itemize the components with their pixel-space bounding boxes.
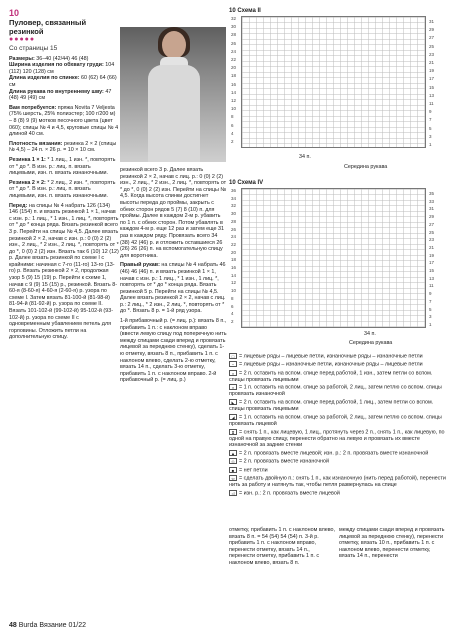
- schema-iv-label: 10 Схема IV: [229, 180, 264, 186]
- row-number: 27: [429, 35, 435, 41]
- row-number: 4: [231, 311, 234, 317]
- schema-ii-center: Середина рукава: [344, 164, 388, 170]
- row-number: 18: [231, 257, 237, 263]
- row-number: 25: [429, 229, 435, 235]
- legend-row: [229, 414, 447, 428]
- row-number: 23: [429, 237, 435, 243]
- rib-2x2: [9, 180, 119, 200]
- spec-text: 36–40 (42/44) 46 (48): [34, 55, 89, 62]
- legend-symbol: ▲: [229, 450, 237, 456]
- legend-symbol: ⧗: [229, 429, 237, 435]
- bottom-text-left: отметку, прибавить 1 п. с наклоном влево, вязать 8 п. = 54 (54) 54 (54) п. 3-й р. прибавить 1 п. с наклоном вправо, перенести отметку, вязать 14 п., перенести отметку, прибавить 1 п. с наклоном влево, вязать 8 п.: [229, 527, 336, 566]
- model-photo: [120, 27, 226, 162]
- pattern-number: 10: [9, 8, 20, 18]
- spec-text: 60 (62) 64 (66) см: [9, 75, 117, 89]
- left-column: [9, 8, 119, 341]
- legend-row: [229, 467, 447, 474]
- schema-ii-label: 10 Схема II: [229, 8, 261, 14]
- sleeve-instructions: [120, 262, 227, 315]
- schema-iv-center: Середина рукава: [349, 340, 393, 346]
- legend-row: [229, 475, 447, 489]
- row-number: 32: [231, 203, 237, 209]
- row-number: 33: [429, 198, 435, 204]
- increase-text: 1-й прибавочный р. (= лиц. р.): вязать 8 п., прибавить 1 п.: с наклоном вправо (ввести левую спицу под поперечную нить между спицами сзади вперед и провязать лицевой за переднюю стенку), сделать 1-ю отметку, вязать 8 п., прибавить 1 п. с наклоном влево, сделать 2-ю отметку, вязать 14 п., сделать 3-ю отметку, прибавить 1 п. с наклоном вправо. 2-й прибавочный р. (= лиц. р.): [120, 318, 227, 384]
- front-label: Перед:: [9, 202, 28, 209]
- row-number: 2: [231, 139, 234, 144]
- rib2-label: Резинка 2 × 2:: [9, 179, 46, 186]
- legend-symbol: ◇: [229, 458, 237, 464]
- materials-text: пряжа Novita 7 Veljesta (75% шерсть, 25% полиэстер; 100 г/200 м) – 8 (8) 9 (9) мотков песочного цвета (цвет 060); спицы № 4 и 4,5, круговые спицы № 4 длиной 40 см.: [9, 104, 119, 138]
- density-text: резинка 2 × 2 (спицы № 4,5) – 24 п. × 26 р. = 10 × 10 см.: [9, 140, 117, 154]
- row-number: 27: [429, 221, 435, 227]
- row-number: 13: [429, 92, 435, 98]
- row-number: 6: [231, 303, 234, 309]
- legend-symbol: ◁: [229, 490, 237, 496]
- legend-row: [229, 370, 447, 384]
- row-number: 35: [429, 191, 435, 196]
- row-number: 30: [231, 211, 237, 217]
- row-number: 1: [429, 321, 432, 327]
- row-number: 24: [231, 234, 237, 240]
- page-footer: [9, 622, 86, 631]
- row-number: 10: [231, 288, 237, 294]
- photo-head: [162, 31, 186, 59]
- row-number: 29: [429, 214, 435, 220]
- row-number: 3: [429, 133, 432, 139]
- row-number: 3: [429, 314, 432, 320]
- row-number: 8: [231, 295, 234, 301]
- materials-label: Вам потребуется:: [9, 104, 57, 111]
- legend-text: = нет петли: [239, 467, 268, 473]
- legend-symbol: ×: [229, 370, 237, 376]
- row-number: 28: [231, 218, 237, 224]
- magazine-brand: Burda Вязание: [18, 622, 67, 629]
- row-number: 8: [231, 114, 234, 120]
- row-number: 17: [429, 260, 435, 266]
- row-number: 24: [231, 48, 237, 54]
- row-number: 25: [429, 43, 435, 49]
- legend-symbol: ■: [229, 467, 237, 473]
- legend-row: [229, 399, 447, 413]
- legend-row: [229, 353, 447, 360]
- rib2-text: * 2 лиц., 2 изн. *, повторять от * до *. В изн. р.: лиц. п. вязать лицевыми, изн. п. вязать изнаночными.: [9, 179, 116, 199]
- row-number: 19: [429, 68, 435, 74]
- row-number: 28: [231, 32, 237, 38]
- back-text: резинкой всего 3 р. Далее вязать резинкой 2 × 2, начав с лиц. р.: 0 (0) 2 (2) изн., 2 лиц., * 2 изн., 2 лиц. *, повторять от * до *, 0 (0) 2 (2) изн. Перейти на спицы № 4,5. Когда высота спинки достигнет высоты переда до проймы, закрыть с обеих сторон рядов 5 (7) 8 (10) п. для проймы. Далее в каждом 2-м р. убавить по 1 п. с обеих сторон. Потом убавлять в каждом 4-м р. еще 12 раз и затем еще 31 раз в каждом ряду. Провязать всего 34 (38) 42 (46) р. и отложить оставшиеся 26 (26) 26 (26) п. на вспомогательную спицу для воротника.: [120, 167, 227, 259]
- bottom-text-right: между спицами сзади вперед и провязать лицевой за переднюю стенку), перенести отметку, вязать 10 п., прибавить 1 п. с наклоном влево, перенести отметку, вязать 14 п., перенести: [339, 527, 445, 560]
- row-number: 11: [429, 283, 434, 289]
- row-number: 12: [231, 98, 237, 103]
- row-number: 15: [429, 84, 435, 90]
- legend-text: = сделать двойную п.: снять 1 п., как изнаночную (нить перед работой), перенести нить за работу и натянуть так, чтобы петля развернулась на спице: [229, 475, 446, 488]
- row-number: 23: [429, 51, 435, 57]
- schema-iv-width: 34 п.: [364, 331, 376, 337]
- legend-row: [229, 490, 447, 497]
- row-number: 36: [231, 188, 237, 193]
- spec-text: 104 (112) 120 (128) см: [9, 62, 115, 75]
- rib1-label: Резинка 1 × 1:: [9, 156, 46, 163]
- row-number: 9: [429, 109, 432, 115]
- spec-label: Размеры:: [9, 55, 35, 62]
- row-number: 32: [231, 16, 237, 21]
- schema-iv: [229, 180, 447, 348]
- row-number: 10: [231, 106, 237, 112]
- legend-symbol: ⇦: [229, 475, 237, 481]
- row-number: 29: [429, 27, 435, 33]
- row-number: 6: [231, 122, 234, 128]
- rib-1x1: [9, 157, 119, 177]
- legend-row: [229, 384, 447, 398]
- row-number: 20: [231, 65, 237, 71]
- legend-symbol: −: [229, 361, 237, 367]
- sleeve-text: на спицы № 4 набрать 46 (46) 46 (46) п. и вязать резинкой 1 × 1, начав с изн. р.: 1 лиц., * 1 изн., 1 лиц. *, повторять от * до * конца ряда. Вязать резинкой 5 р. Перейти на спицы № 4,5. Далее вязать резинкой 2 × 2, начав с лиц. р.: 2 лиц., * 2 изн., 2 лиц. *, повторять от * до *. Вязать 8 р. = 1-й ряд узора.: [120, 262, 226, 315]
- row-number: 34: [231, 195, 237, 201]
- legend-text: = 2 п. оставить на вспом. спице перед работой, 1 изн., затем петли со вспом. спицы провязать лицевыми: [229, 370, 433, 383]
- row-number: 5: [429, 125, 432, 131]
- row-number: 31: [429, 19, 435, 24]
- row-number: 15: [429, 268, 435, 273]
- legend-text: = 2 п. провязать вместе лицевой; изн. р.: 2 п. провязать вместе изнаночной: [239, 450, 429, 457]
- legend-text: = 2 п. провязать вместе изнаночной: [239, 458, 330, 465]
- row-number: 2: [231, 318, 234, 324]
- legend-text: = лицевые ряды – изнаночные петли, изнаночные ряды – лицевые петли: [239, 361, 423, 368]
- from-page-link[interactable]: Со страницы 15: [9, 44, 58, 52]
- row-number: 22: [231, 241, 237, 247]
- schema-ii-width: 34 п.: [299, 154, 311, 160]
- difficulty-dots: ●●●●●: [9, 36, 36, 44]
- row-number: 11: [429, 101, 434, 106]
- legend-text: = 2 п. оставить на вспом. спице перед работой, 1 лиц., затем петли со вспом. спицы провязать лицевыми: [229, 399, 434, 413]
- legend-text: = снять 1 п., как лицевую, 1 лиц., протянуть через 2 п., снять 1 п., как лицевую, по одной на правую спицу, перенести обратно на левую и провязать их вместе изнаночной за задние стенки: [229, 429, 445, 449]
- schema-iv-grid: [241, 188, 426, 328]
- symbol-legend: [229, 352, 447, 497]
- row-number: 20: [231, 249, 237, 255]
- front-instructions: [9, 203, 119, 341]
- density-label: Плотность вязания:: [9, 140, 63, 147]
- row-number: 14: [231, 89, 237, 95]
- row-number: 16: [231, 265, 237, 270]
- specs-block: [9, 56, 119, 102]
- row-number: 1: [429, 142, 432, 147]
- legend-row: [229, 361, 447, 368]
- row-number: 26: [231, 40, 237, 46]
- page-title: Пуловер, связанный резинкой: [9, 17, 87, 36]
- row-number: 4: [231, 130, 234, 136]
- row-number: 26: [231, 226, 237, 232]
- row-number: 17: [429, 76, 435, 82]
- spec-label: Длина рукава по внутреннему шву:: [9, 88, 104, 95]
- legend-text: = лицевые ряды – лицевые петли, изнаночные ряды – изнаночные петли: [239, 353, 423, 360]
- row-number: 19: [429, 252, 435, 258]
- materials: [9, 105, 119, 138]
- spec-text: 47 (48) 49 (49) см: [9, 88, 112, 102]
- row-number: 16: [231, 81, 237, 87]
- spec-label: Ширина изделия по обхвату груди:: [9, 62, 104, 69]
- legend-text: = 1 п. оставить на вспом. спице за работой, 2 лиц., затем петлю со вспом. спицы провязать изнаночной: [229, 384, 442, 398]
- sleeve-label: Правый рукав:: [120, 262, 160, 269]
- row-number: 14: [231, 272, 237, 278]
- row-number: 22: [231, 57, 237, 62]
- row-number: 13: [429, 275, 435, 281]
- row-number: 5: [429, 306, 432, 312]
- row-number: 21: [429, 244, 435, 250]
- row-number: 31: [429, 206, 435, 212]
- legend-symbol: ◣: [229, 399, 237, 405]
- row-number: 18: [231, 73, 237, 79]
- front-text: на спицы № 4 набрать 126 (134) 146 (154) п. и вязать резинкой 1 × 1, начав с изн. р.: 1 лиц., * 1 изн., 1 лиц. *, повторять от * до * конца ряда. Вязать резинкой всего 3 р. Перейти на спицы № 4,5. Далее вязать резинкой 2 × 2, начав с изн. р.: 0 (0) 2 (2) изн., 2 лиц., * 2 изн., 2 лиц. *, повторять от * до *, 0 (0) 2 (2) изн. Вязать так 6 (10) 12 (12) р. Далее вязать резинкой по схеме I с крайними: начиная с 7-го (11-го) 13-го (13-го) р. Вязать резинкой 2 × 2, продолжая узор 5 (9) 15 (19) р. Перейти к схеме 1, начав с 9 (9) 15 (15) р., резинкой. Вязать 8-60-я (8-60-я) 4-60-я (2-60-я) р. узора по схеме I. Затем вязать 81-100-й (81-98-й) 81-94-й (81-92-й) р. узора по схеме II. Вязать 101-102-й (99-102-й) 95-102-й (93-102-й) р. узора по схеме II с одновременным убавлением петель для горловины. Отложить петли на дополнительную спицу.: [9, 202, 119, 341]
- legend-symbol: ×: [229, 384, 237, 390]
- row-number: 9: [429, 291, 432, 297]
- density: [9, 141, 119, 154]
- photo-sweater: [148, 65, 200, 162]
- middle-column: [120, 167, 227, 384]
- legend-symbol: ◢: [229, 414, 237, 420]
- legend-row: [229, 458, 447, 465]
- legend-symbol: □: [229, 353, 237, 359]
- page-number: 48: [9, 622, 17, 629]
- legend-row: [229, 450, 447, 457]
- schema-ii-grid: [241, 16, 426, 148]
- row-number: 7: [429, 117, 432, 123]
- row-number: 21: [429, 60, 435, 65]
- issue-number: 01/22: [68, 622, 87, 629]
- spec-label: Длина изделия по спинке:: [9, 75, 80, 82]
- legend-text: = 1 п. оставить на вспом. спице за работой, 2 лиц., затем петлю со вспом. спицы провязать лицевой: [229, 414, 442, 427]
- legend-row: [229, 429, 447, 449]
- legend-text: = изн. р.: 2 п. провязать вместе лицевой: [239, 490, 340, 496]
- rib1-text: * 1 лиц., 1 изн. *, повторять от * до *. В изн. р.: лиц. п. вязать лицевыми, изн. п. вязать изнаночными.: [9, 156, 116, 177]
- row-number: 7: [429, 298, 432, 304]
- schema-ii: [229, 8, 447, 176]
- row-number: 30: [231, 24, 237, 30]
- row-number: 12: [231, 280, 237, 286]
